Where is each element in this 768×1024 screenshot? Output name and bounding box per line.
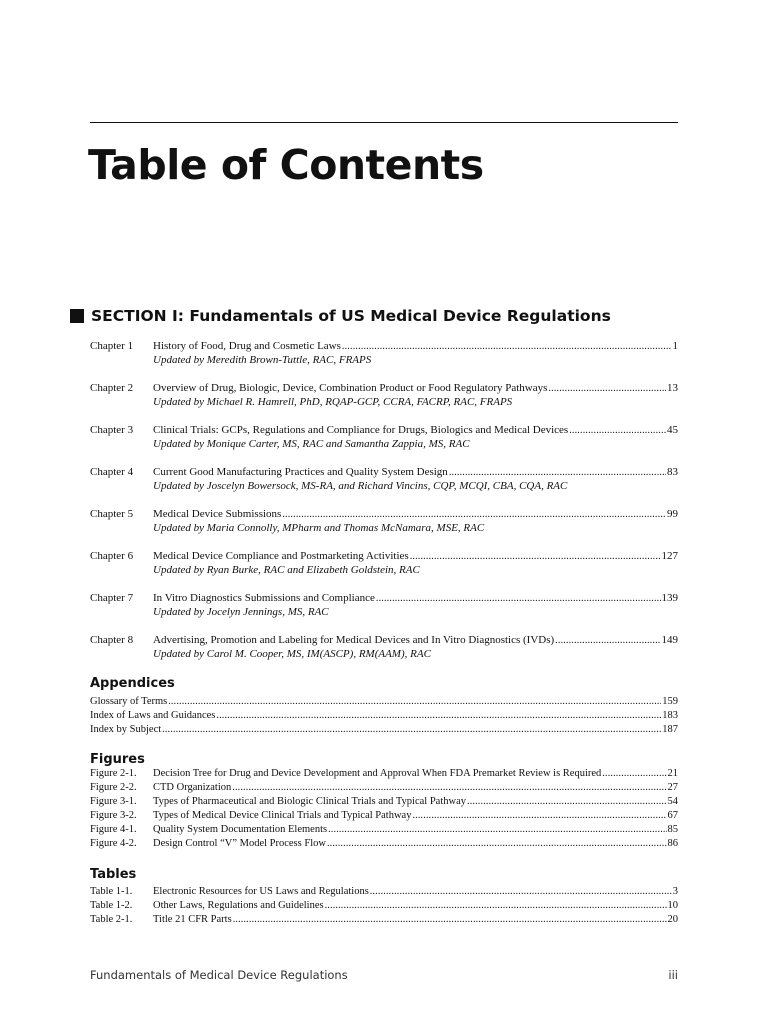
- figure-page: 54: [667, 796, 678, 807]
- chapter-title: Medical Device Submissions: [153, 508, 282, 520]
- dot-leader: [327, 837, 667, 851]
- section-heading: [70, 305, 611, 327]
- chapter-page: 139: [661, 592, 678, 604]
- chapter-title: In Vitro Diagnostics Submissions and Compliance: [153, 592, 375, 604]
- chapter-title: History of Food, Drug and Cosmetic Laws: [153, 340, 341, 352]
- table-title: Title 21 CFR Parts: [153, 914, 232, 925]
- chapter-page: 1: [672, 340, 678, 352]
- dot-leader: [328, 823, 666, 837]
- appendix-page: 183: [662, 710, 678, 721]
- dot-leader: [449, 466, 666, 480]
- chapter-title: Current Good Manufacturing Practices and Quality System Design: [153, 466, 448, 478]
- dot-leader: [602, 767, 666, 781]
- dot-leader: [216, 709, 661, 723]
- chapter-authors: Updated by Joscelyn Bowersock, MS-RA, and Richard Vincins, CQP, MCQI, CBA, CQA, RAC: [153, 480, 568, 492]
- chapter-page: 83: [667, 466, 678, 478]
- table-item[interactable]: [90, 885, 678, 899]
- chapter-authors: Updated by Michael R. Hamrell, PhD, RQAP-GCP, CCRA, FACRP, RAC, FRAPS: [153, 396, 513, 408]
- table-page: 20: [667, 914, 678, 925]
- figures-heading: Figures: [90, 752, 145, 767]
- chapter-page: 99: [667, 508, 678, 520]
- chapter-title: Overview of Drug, Biologic, Device, Combination Product or Food Regulatory Pathways: [153, 382, 548, 394]
- figure-title: Decision Tree for Drug and Device Development and Approval When FDA Premarket Review is Required: [153, 768, 602, 779]
- figures-list: [90, 767, 678, 851]
- section-square-icon: [70, 309, 84, 323]
- chapter-label: Chapter 2: [90, 382, 134, 394]
- dot-leader: [232, 781, 666, 795]
- chapter-authors: Updated by Maria Connolly, MPharm and Thomas McNamara, MSE, RAC: [153, 522, 485, 534]
- figure-label: Figure 2-2.: [90, 782, 137, 793]
- dot-leader: [342, 340, 672, 354]
- toc-chapter-1[interactable]: [90, 339, 678, 367]
- figure-item[interactable]: [90, 781, 678, 795]
- dot-leader: [233, 913, 667, 927]
- chapter-title: Advertising, Promotion and Labeling for Medical Devices and In Vitro Diagnostics (IVDs): [153, 634, 555, 646]
- chapter-authors: Updated by Monique Carter, MS, RAC and Samantha Zappia, MS, RAC: [153, 438, 470, 450]
- toc-chapter-7[interactable]: [90, 591, 678, 619]
- dot-leader: [410, 550, 661, 564]
- appendix-title: Index by Subject: [90, 724, 162, 735]
- dot-leader: [370, 885, 672, 899]
- tables-heading: Tables: [90, 867, 137, 882]
- dot-leader: [162, 723, 661, 737]
- appendices-list: [90, 695, 678, 737]
- chapter-title: Clinical Trials: GCPs, Regulations and Compliance for Drugs, Biologics and Medical Devices: [153, 424, 569, 436]
- figure-title: CTD Organization: [153, 782, 232, 793]
- figure-item[interactable]: [90, 823, 678, 837]
- dot-leader: [325, 899, 667, 913]
- dot-leader: [467, 795, 667, 809]
- appendix-page: 187: [662, 724, 678, 735]
- chapter-authors: Updated by Ryan Burke, RAC and Elizabeth Goldstein, RAC: [153, 564, 420, 576]
- appendix-item[interactable]: [90, 723, 678, 737]
- figure-title: Design Control “V” Model Process Flow: [153, 838, 326, 849]
- toc-chapter-6[interactable]: [90, 549, 678, 577]
- chapter-page: 127: [661, 550, 678, 562]
- appendix-item[interactable]: [90, 695, 678, 709]
- table-label: Table 1-2.: [90, 900, 133, 911]
- table-page: 10: [667, 900, 678, 911]
- table-item[interactable]: [90, 899, 678, 913]
- figure-label: Figure 4-2.: [90, 838, 137, 849]
- chapter-authors: Updated by Meredith Brown-Tuttle, RAC, FRAPS: [153, 354, 372, 366]
- chapter-label: Chapter 3: [90, 424, 134, 436]
- table-item[interactable]: [90, 913, 678, 927]
- chapter-label: Chapter 7: [90, 592, 134, 604]
- toc-chapter-5[interactable]: [90, 507, 678, 535]
- table-label: Table 2-1.: [90, 914, 133, 925]
- appendices-heading: Appendices: [90, 676, 175, 691]
- appendix-title: Index of Laws and Guidances: [90, 710, 216, 721]
- toc-chapter-2[interactable]: [90, 381, 678, 409]
- figure-title: Types of Pharmaceutical and Biologic Clinical Trials and Typical Pathway: [153, 796, 466, 807]
- toc-chapter-3[interactable]: [90, 423, 678, 451]
- chapter-label: Chapter 4: [90, 466, 134, 478]
- figure-item[interactable]: [90, 837, 678, 851]
- page-title: Table of Contents: [88, 141, 484, 189]
- appendix-page: 159: [662, 696, 678, 707]
- toc-chapter-4[interactable]: [90, 465, 678, 493]
- figure-label: Figure 4-1.: [90, 824, 137, 835]
- toc-chapter-8[interactable]: [90, 633, 678, 661]
- figure-page: 67: [667, 810, 678, 821]
- top-rule: [90, 122, 678, 123]
- chapter-authors: Updated by Carol M. Cooper, MS, IM(ASCP), RM(AAM), RAC: [153, 648, 431, 660]
- figure-label: Figure 3-1.: [90, 796, 137, 807]
- figure-item[interactable]: [90, 767, 678, 781]
- appendix-item[interactable]: [90, 709, 678, 723]
- chapter-label: Chapter 5: [90, 508, 134, 520]
- section-title: SECTION I: Fundamentals of US Medical Device Regulations: [91, 307, 611, 325]
- chapter-label: Chapter 1: [90, 340, 134, 352]
- figure-title: Quality System Documentation Elements: [153, 824, 328, 835]
- chapter-page: 45: [667, 424, 678, 436]
- figure-page: 21: [667, 768, 678, 779]
- chapter-page: 13: [667, 382, 678, 394]
- figure-item[interactable]: [90, 809, 678, 823]
- dot-leader: [412, 809, 666, 823]
- figure-page: 86: [667, 838, 678, 849]
- dot-leader: [282, 508, 666, 522]
- figure-label: Figure 3-2.: [90, 810, 137, 821]
- footer-page-number: iii: [668, 968, 678, 982]
- figure-label: Figure 2-1.: [90, 768, 137, 779]
- chapter-authors: Updated by Jocelyn Jennings, MS, RAC: [153, 606, 329, 618]
- tables-list: [90, 885, 678, 927]
- dot-leader: [168, 695, 661, 709]
- table-title: Other Laws, Regulations and Guidelines: [153, 900, 324, 911]
- chapter-title: Medical Device Compliance and Postmarketing Activities: [153, 550, 409, 562]
- appendix-title: Glossary of Terms: [90, 696, 168, 707]
- table-page: 3: [672, 886, 678, 897]
- table-label: Table 1-1.: [90, 886, 133, 897]
- chapter-label: Chapter 8: [90, 634, 134, 646]
- table-title: Electronic Resources for US Laws and Regulations: [153, 886, 369, 897]
- chapter-page: 149: [661, 634, 678, 646]
- figure-title: Types of Medical Device Clinical Trials and Typical Pathway: [153, 810, 412, 821]
- dot-leader: [569, 424, 666, 438]
- dot-leader: [555, 634, 660, 648]
- dot-leader: [548, 382, 666, 396]
- figure-page: 85: [667, 824, 678, 835]
- figure-item[interactable]: [90, 795, 678, 809]
- chapter-label: Chapter 6: [90, 550, 134, 562]
- dot-leader: [376, 592, 661, 606]
- footer-book-title: Fundamentals of Medical Device Regulations: [90, 968, 348, 982]
- figure-page: 27: [667, 782, 678, 793]
